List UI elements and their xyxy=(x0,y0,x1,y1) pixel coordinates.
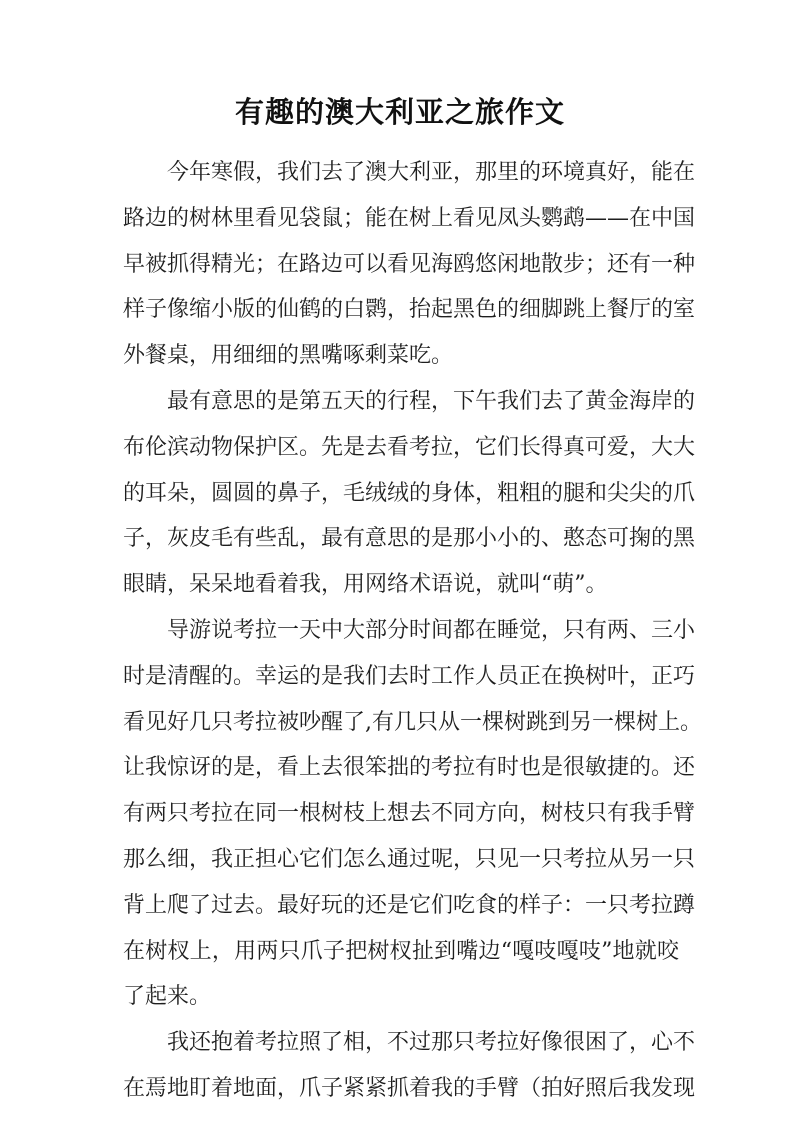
text-line: 看见好几只考拉被吵醒了,有几只从一棵树跳到另一棵树上。 xyxy=(123,709,702,735)
document-title: 有趣的澳大利亚之旅作文 xyxy=(234,95,565,129)
text-line: 让我惊讶的是，看上去很笨拙的考拉有时也是很敏捷的。还 xyxy=(123,755,696,781)
text-line: 布伦滨动物保护区。先是去看考拉，它们长得真可爱，大大 xyxy=(123,434,696,460)
text-line: 外餐桌，用细细的黑嘴啄剩菜吃。 xyxy=(123,343,454,369)
text-line: 我还抱着考拉照了相，不过那只考拉好像很困了，心不 xyxy=(167,1030,696,1056)
text-line: 子，灰皮毛有些乱，最有意思的是那小小的、憨态可掬的黑 xyxy=(123,526,696,552)
text-line: 早被抓得精光；在路边可以看见海鸥悠闲地散步；还有一种 xyxy=(123,251,696,277)
text-line: 样子像缩小版的仙鹤的白鹮，抬起黑色的细脚跳上餐厅的室 xyxy=(123,297,696,323)
text-line: 在树杈上，用两只爪子把树杈扯到嘴边“嘎吱嘎吱”地就咬 xyxy=(123,938,679,964)
text-line: 在焉地盯着地面，爪子紧紧抓着我的手臂（拍好照后我发现 xyxy=(123,1075,696,1101)
text-line: 有两只考拉在同一根树枝上想去不同方向，树枝只有我手臂 xyxy=(123,801,696,827)
text-line: 今年寒假，我们去了澳大利亚，那里的环境真好，能在 xyxy=(167,160,696,185)
text-line: 时是清醒的。幸运的是我们去时工作人员正在换树叶，正巧 xyxy=(123,663,696,689)
text-line: 路边的树林里看见袋鼠；能在树上看见凤头鹦鹉——在中国 xyxy=(123,205,696,231)
text-line: 那么细，我正担心它们怎么通过呢，只见一只考拉从另一只 xyxy=(123,846,696,872)
text-line: 背上爬了过去。最好玩的还是它们吃食的样子：一只考拉蹲 xyxy=(123,892,696,918)
text-line: 了起来。 xyxy=(123,984,212,1010)
document-body xyxy=(123,150,702,1112)
text-line: 的耳朵，圆圆的鼻子，毛绒绒的身体，粗粗的腿和尖尖的爪 xyxy=(123,480,696,506)
text-line: 眼睛，呆呆地看着我，用网络术语说，就叫“萌”。 xyxy=(123,572,608,598)
text-line: 最有意思的是第五天的行程，下午我们去了黄金海岸的 xyxy=(167,388,696,414)
text-line: 导游说考拉一天中大部分时间都在睡觉，只有两、三小 xyxy=(167,617,696,643)
